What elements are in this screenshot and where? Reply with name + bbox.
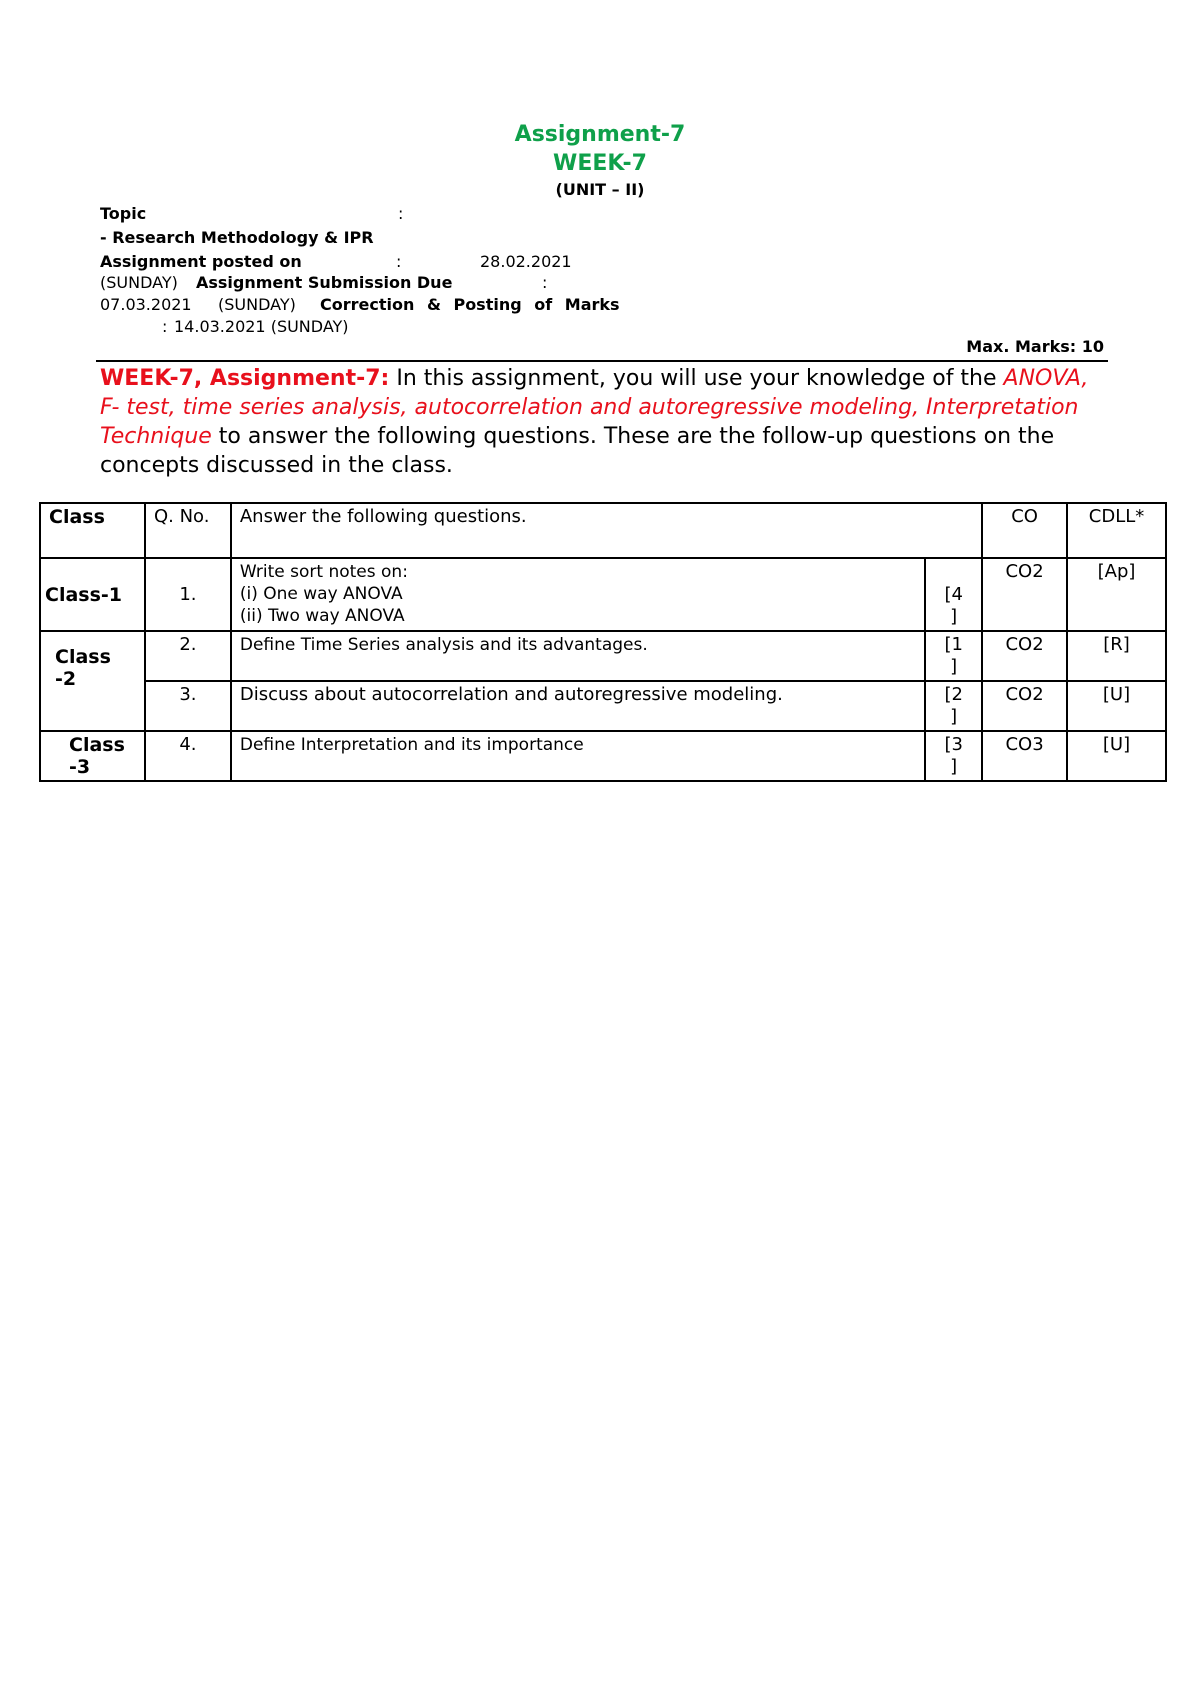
row-marks xyxy=(925,681,982,731)
intro-topics: ANOVA, F- test, time series analysis, autocorrelation and autoregressive modeling, Interpretation Technique xyxy=(100,366,1089,449)
marks-top: [2 xyxy=(944,684,963,705)
row-qno: 3. xyxy=(145,681,231,731)
max-marks: Max. Marks: 10 xyxy=(966,337,1104,356)
row-qno: 2. xyxy=(145,631,231,681)
intro-text-1: In this assignment, you will use your knowledge of the xyxy=(396,366,997,391)
table-row xyxy=(40,631,1166,681)
question-table xyxy=(39,502,1167,782)
topic-value: - Research Methodology & IPR xyxy=(100,228,374,247)
assignment-title: Assignment-7 xyxy=(514,122,686,147)
question-line: (i) One way ANOVA xyxy=(239,584,403,604)
intro-paragraph xyxy=(100,364,1110,480)
marks-top: [1 xyxy=(944,634,963,655)
correction-date: 14.03.2021 (SUNDAY) xyxy=(174,317,349,336)
row-co: CO2 xyxy=(982,681,1067,731)
week-title: WEEK-7 xyxy=(553,151,647,176)
correction-label: Correction & Posting of Marks xyxy=(320,295,620,314)
marks-bottom: ] xyxy=(950,606,958,627)
table-row xyxy=(40,731,1166,781)
marks-top: [3 xyxy=(944,734,963,755)
divider xyxy=(96,360,1108,362)
marks-bottom: ] xyxy=(950,756,958,777)
due-colon: : xyxy=(542,273,548,292)
table-header-row xyxy=(40,503,1166,558)
marks-bottom: ] xyxy=(950,656,958,677)
row-cdll: [U] xyxy=(1067,681,1166,731)
posted-date: 28.02.2021 xyxy=(480,252,572,271)
marks-bottom: ] xyxy=(950,706,958,727)
topic-label: Topic xyxy=(100,204,147,223)
header-question: Answer the following questions. xyxy=(231,503,982,558)
row-class: Class -2 xyxy=(40,631,145,731)
due-day: (SUNDAY) xyxy=(218,295,296,314)
row-class: Class -3 xyxy=(40,731,145,781)
correction-colon: : xyxy=(162,317,168,336)
row-co: CO3 xyxy=(982,731,1067,781)
row-marks xyxy=(925,731,982,781)
row-qno: 1. xyxy=(145,558,231,631)
table-row xyxy=(40,681,1166,731)
table-row xyxy=(40,558,1166,631)
row-co: CO2 xyxy=(982,558,1067,631)
question-line: Write sort notes on: xyxy=(239,562,408,582)
header-cdll: CDLL* xyxy=(1067,503,1166,558)
header-qno: Q. No. xyxy=(145,503,231,558)
posted-day: (SUNDAY) xyxy=(100,273,178,292)
row-marks xyxy=(925,631,982,681)
row-question: Define Time Series analysis and its advantages. xyxy=(231,631,925,681)
posted-colon: : xyxy=(396,252,402,271)
row-class: Class-1 xyxy=(40,558,145,631)
intro-lead: WEEK-7, Assignment-7: xyxy=(100,366,390,391)
due-label: Assignment Submission Due xyxy=(196,273,453,292)
header-co: CO xyxy=(982,503,1067,558)
row-qno: 4. xyxy=(145,731,231,781)
row-cdll: [R] xyxy=(1067,631,1166,681)
header-class: Class xyxy=(40,503,145,558)
intro-text-2: to answer the following questions. These are the follow-up questions on the concepts discussed in the class. xyxy=(100,424,1055,478)
unit-subtitle: (UNIT – II) xyxy=(555,180,645,199)
due-date: 07.03.2021 xyxy=(100,295,192,314)
row-question xyxy=(231,558,925,631)
question-line: (ii) Two way ANOVA xyxy=(239,606,405,626)
row-cdll: [Ap] xyxy=(1067,558,1166,631)
row-co: CO2 xyxy=(982,631,1067,681)
row-question: Discuss about autocorrelation and autoregressive modeling. xyxy=(231,681,925,731)
topic-colon: : xyxy=(398,204,404,223)
row-marks xyxy=(925,558,982,631)
row-question: Define Interpretation and its importance xyxy=(231,731,925,781)
row-cdll: [U] xyxy=(1067,731,1166,781)
posted-label: Assignment posted on xyxy=(100,252,302,271)
marks-top: [4 xyxy=(944,584,963,605)
